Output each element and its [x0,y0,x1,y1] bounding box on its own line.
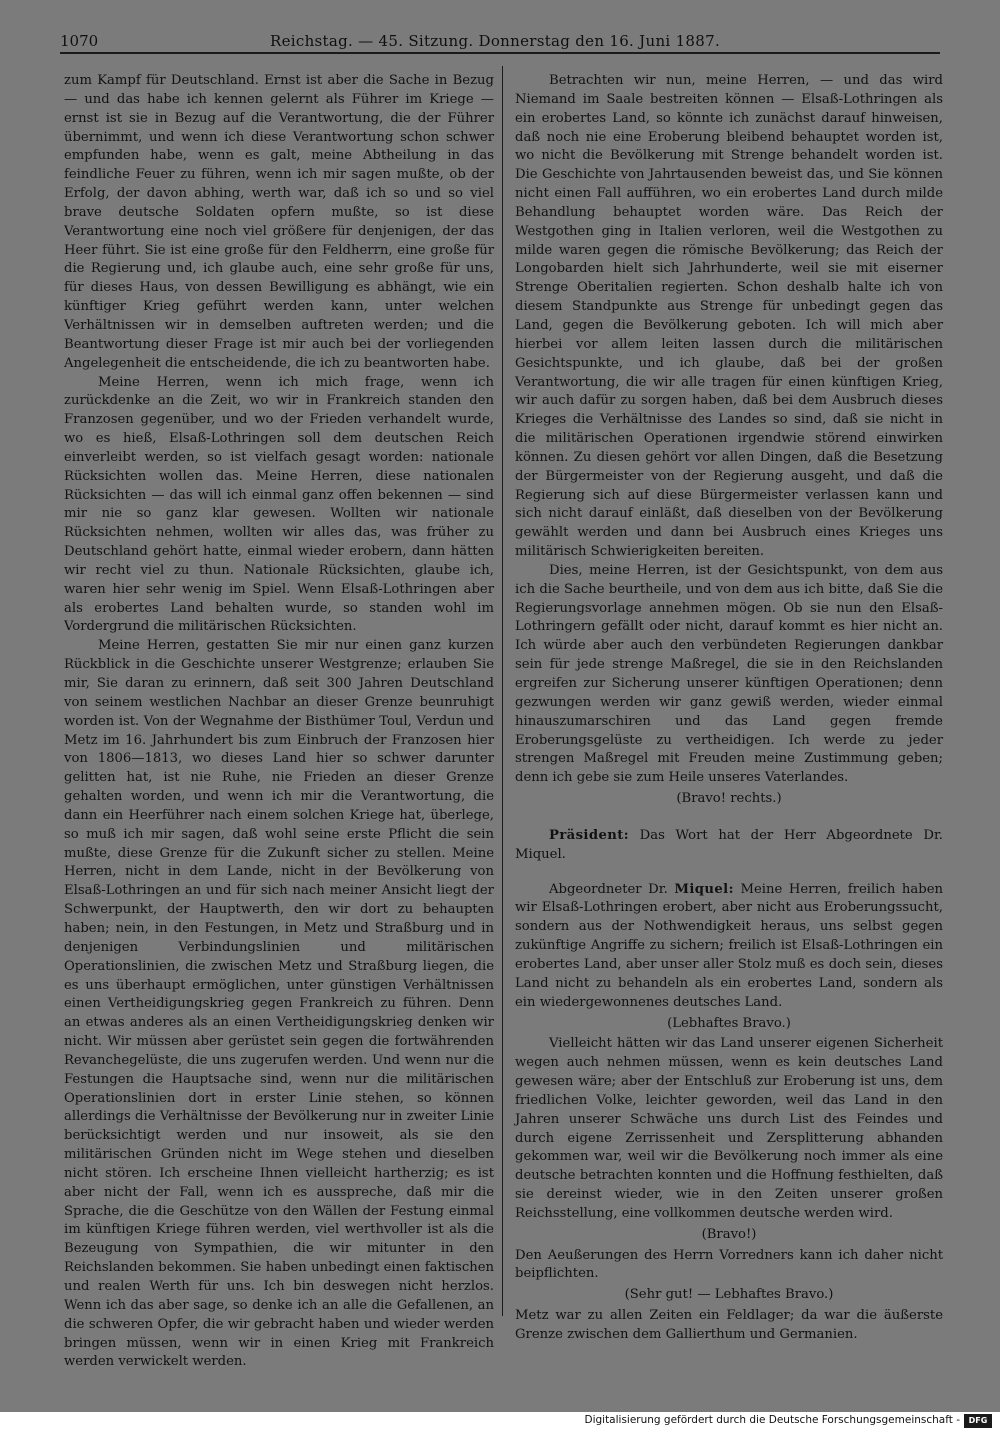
speaker-paragraph [515,881,943,1013]
dfg-logo: DFG [964,1414,992,1428]
column-divider [502,66,503,1316]
paragraph: Dies, meine Herren, ist der Gesichtspunkt, von dem aus ich die Sache beurtheile, und von dem aus ich bitte, daß Sie die Regierungsvorlage annehmen mögen. Ob sie nun den Elsaß-Lothringern gefällt oder nicht, darauf kommt es hier nicht an. Ich würde aber auch den verbündeten Regierungen dankbar sein für jede strenge Maßregel, die sie in den Reichslanden ergreifen zur Sicherung unserer künftigen Operationen; denn gezwungen werden wir ganz gewiß werden, wieder einmal hinauszumarschiren und das Land gegen fremde Eroberungsgelüste zu vertheidigen. Ich werde zu jeder strengen Maßregel mit Freuden meine Zustimmung geben; denn ich gebe sie zum Heile unseres Vaterlandes. [515,562,943,786]
spacer [515,811,943,823]
president-label: Präsident: [549,827,630,843]
reaction-note: (Sehr gut! — Lebhaftes Bravo.) [624,1287,834,1303]
president-remark [515,827,943,865]
paragraph: Metz war zu allen Zeiten ein Feldlager; da war die äußerste Grenze zwischen dem Gallierthum und Germanien. [515,1308,943,1342]
paragraph: zum Kampf für Deutschland. Ernst ist aber die Sache in Bezug — und das habe ich kennen gelernt als Führer im Kriege — ernst ist sie in Bezug auf die Verantwortung, die der Führer übernimmt, und wenn ich diese Verantwortung schon schwer empfunden habe, wenn es galt, meine Abtheilung in das feindliche Feuer zu führen, wenn ich mir sagen mußte, ob der Erfolg, der davon abhing, werth war, daß ich so und so viel brave deutsche Soldaten opfern mußte, so ist diese Verantwortung eine noch viel größere für denjenigen, der das Heer führt. Sie ist eine große für den Feldherrn, eine große für die Regierung und, ich glaube auch, eine sehr große für uns, für dieses Haus, von dessen Bewilligung es abhängt, wie ein künftiger Krieg geführt werden kann, unter welchen Verhältnissen wir in demselben auftreten werden; und die Beantwortung dieser Frage ist mir auch bei der vorliegenden Angelegenheit die entscheidende, die ich zu beantworten habe. [64,73,494,371]
spacer [515,865,943,877]
president-text: Das Wort hat der Herr Abgeordnete Dr. Miquel. [515,827,943,862]
paragraph: Vielleicht hätten wir das Land unserer eigenen Sicherheit wegen auch nehmen müssen, wenn es kein deutsches Land gewesen wäre; aber der Entschluß zur Eroberung ist uns, dem friedlichen Volke, leichter geworden, weil das Land in den Jahren unserer Schwäche uns durch List des Feindes und durch eigene Zerrissenheit und Zersplitterung abhanden gekommen war, weil wir die Bevölkerung noch immer als eine deutsche betrachten konnten und die Hoffnung festhielten, daß sie dereinst wieder, wie in den Zeiten unserer großen Reichsstellung, eine vollkommen deutsche werden wird. [515,1036,943,1221]
funding-credit: Digitalisierung gefördert durch die Deutsche Forschungsgemeinschaft - [584,1414,960,1426]
paragraph: Den Aeußerungen des Herrn Vorredners kann ich daher nicht beipflichten. [515,1247,943,1282]
speaker-prefix: Abgeordneter Dr. [549,881,668,897]
speaker-name: Miquel: [674,881,734,897]
header-rule [60,52,940,54]
right-column [515,72,943,1345]
paragraph: Meine Herren, gestatten Sie mir nur einen ganz kurzen Rückblick in die Geschichte unserer Westgrenze; erlauben Sie mir, Sie daran zu erinnern, daß seit 300 Jahren Deutschland von seinem westlichen Nachbar an dieser Grenze beunruhigt worden ist. Von der Wegnahme der Bisthümer Toul, Verdun und Metz im 16. Jahrhundert bis zum Einbruch der Franzosen hier von 1806—1813, wo dieses Land hier so schwer darunter gelitten hat, ist nie Ruhe, nie Frieden an dieser Grenze gehalten worden, und wenn ich mir die Verantwortung, die dann ein Heerführer nach einem solchen Kriege hat, überlege, so muß ich mir sagen, daß wohl seine erste Pflicht die sein mußte, diese Grenze für die Zukunft sicher zu stellen. Meine Herren, nicht in dem Lande, nicht in der Bevölkerung von Elsaß-Lothringen an und für sich nach meiner Ansicht liegt der Schwerpunkt, der Hauptwerth, den wir dort zu behaupten haben; nein, in den Festungen, in Metz und Straßburg und in denjenigen Verbindungslinien und militärischen Operationslinien, die zwischen Metz und Straßburg liegen, die es uns überhaupt ermöglichen, unter günstigen Verhältnissen einen Vertheidigungskrieg gegen Frankreich zu führen. Denn an etwas anderes als an einen Vertheidigungskrieg denken wir nicht. Wir müssen aber gerüstet sein gegen die fortwährenden Revanchegelüste, die uns zugerufen werden. Und wenn nur die Festungen die Hauptsache sind, wenn nur die militärischen Operationslinien dort in erster Linie stehen, so können allerdings die Verhältnisse der Bevölkerung nur in zweiter Linie berücksichtigt werden und nur insoweit, als sie den militärischen Gründen nicht im Wege stehen und dieselben nicht stören. Ich erscheine Ihnen vielleicht hartherzig; es ist aber nicht der Fall, wenn ich es ausspreche, daß mir die Sprache, die die Geschütze von den Wällen der Festung einmal im künftigen Kriege führen werden, viel werthvoller ist als die Bezeugung von Sympathien, die wir mitunter in den Reichslanden bekommen. Sie haben unbedingt einen faktischen und realen Werth für uns. Ich bin deswegen nicht herzlos. Wenn ich das aber sage, so denke ich an alle die Gefallenen, an die schweren Opfer, die wir gebracht haben und wieder werden bringen müssen, wenn wir in einen Krieg mit Frankreich werden verwickelt werden. [64,638,494,1370]
footer-bar [0,1412,1000,1432]
reaction-note: (Bravo! rechts.) [676,791,782,807]
paragraph: Meine Herren, wenn ich mich frage, wenn ich zurückdenke an die Zeit, wo wir in Frankreich standen den Franzosen gegenüber, und wo der Frieden verhandelt wurde, wo es hieß, Elsaß-Lothringen soll dem deutschen Reich einverleibt werden, so ist vielfach gesagt worden: nationale Rücksichten wollen das. Meine Herren, diese nationalen Rücksichten — das will ich einmal ganz offen bekennen — sind mir nie so ganz klar gewesen. Wollten wir nationale Rücksichten nehmen, wollten wir alles das, was früher zu Deutschland gehört hatte, einmal wieder erobern, dann hätten wir recht viel zu thun. Nationale Rücksichten, glaube ich, waren hier sehr wenig im Spiel. Wenn Elsaß-Lothringen aber als erobertes Land behalten wurde, so standen wohl im Vordergrund die militärischen Rücksichten. [64,374,494,635]
page-number: 1070 [60,32,99,50]
paragraph: Betrachten wir nun, meine Herren, — und das wird Niemand im Saale bestreiten können — Elsaß-Lothringen als ein erobertes Land, so könnte ich zunächst darauf hinweisen, daß noch nie eine Eroberung bleibend behauptet worden ist, wo nicht die Bevölkerung mit Strenge behandelt worden ist. Die Geschichte von Jahrtausenden beweist das, und Sie können nicht einen Fall aufführen, wo ein erobertes Land durch milde Behandlung behauptet worden wäre. Das Reich der Westgothen ging in Italien verloren, weil die Westgothen zu milde waren gegen die römische Bevölkerung; das Reich der Longobarden hielt sich Jahrhunderte, weil sie mit eiserner Strenge Oberitalien regierten. Schon deshalb halte ich von diesem Standpunkte aus Strenge für unbedingt gegen das Land, gegen die Bevölkerung geboten. Ich will mich aber hierbei vor allem leiten lassen durch die militärischen Gesichtspunkte, und ich glaube, daß bei der großen Verantwortung, die wir alle tragen für einen künftigen Krieg, wir auch dafür zu sorgen haben, daß bei dem Ausbruch dieses Krieges die Verhältnisse des Landes so sind, daß sie nicht in die militärischen Operationen irgendwie störend einwirken können. Zu diesen gehört vor allen Dingen, daß die Besetzung der Bürgermeister von der Regierung ausgeht, und daß die Regierung sich auf diese Bürgermeister verlassen kann und sich nicht darauf einläßt, daß dieselben von der Bevölkerung gewählt werden und dann bei Ausbruch eines Krieges uns militärisch Schwierigkeiten bereiten. [515,73,943,560]
left-column [64,72,494,1372]
running-title: Reichstag. — 45. Sitzung. Donnerstag den 16. Juni 1887. [270,32,721,50]
speech-text: Meine Herren, freilich haben wir Elsaß-Lothringen erobert, aber nicht aus Eroberungssucht, sondern aus der Nothwendigkeit heraus, uns selbst gegen zukünftige Angriffe zu sichern; freilich ist Elsaß-Lothringen ein erobertes Land, aber unser aller Stolz muß es doch sein, dieses Land nicht zu behandeln als ein erobertes Land, sondern als ein wiedergewonnenes deutsches Land. [515,881,943,1010]
reaction-note: (Bravo!) [701,1226,757,1242]
reaction-note: (Lebhaftes Bravo.) [667,1015,791,1031]
